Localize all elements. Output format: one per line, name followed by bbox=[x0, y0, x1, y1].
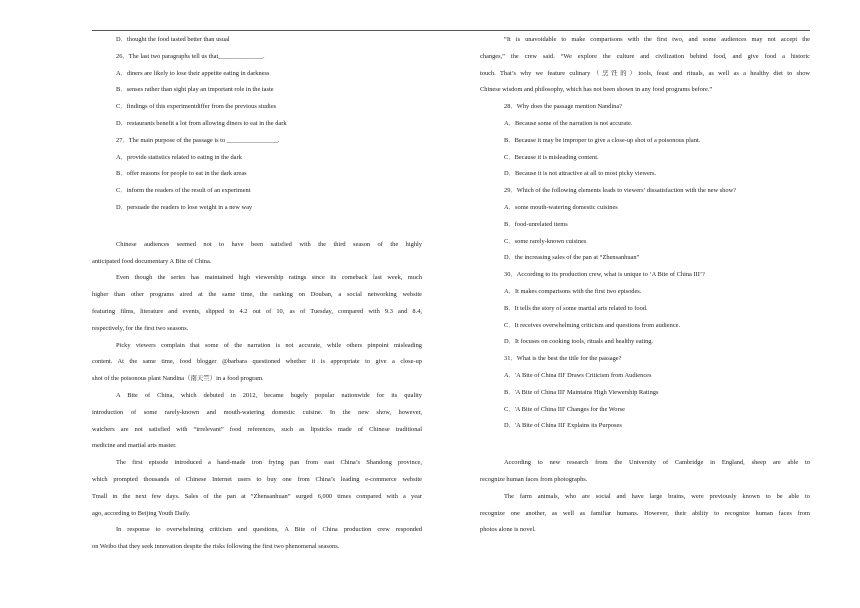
text-line: In response to overwhelming criticism and questions, A Bite of China production crew responded bbox=[116, 526, 422, 534]
text-line: D．It focuses on cooking tools, rituals and healthy eating. bbox=[504, 338, 654, 346]
text-line: C．inform the readers of the result of an experiment bbox=[116, 187, 251, 195]
text-line: A．some mouth-watering domestic cuisines bbox=[504, 203, 618, 211]
text-line: content. At the same time, food blogger @barbara questioned whether it is appropriate to give a close-up bbox=[92, 358, 422, 366]
text-line: changes,” the crew said. “We explore the culture and civilization behind food, and give food a historic bbox=[480, 52, 810, 60]
text-line: 28．Why does the passage mention Nandina? bbox=[504, 103, 623, 111]
paragraph-gap bbox=[92, 221, 422, 241]
text-line: D．Because it is not attractive at all to most picky viewers. bbox=[504, 170, 657, 178]
top-rule bbox=[92, 30, 810, 31]
text-line: Tmall in the next few days. Sales of the pan at “Zhensanhuan” surged 6,000 times compared with a year bbox=[92, 492, 422, 500]
text-line: Picky viewers complain that some of the narration is not accurate, while others pinpoint misleading bbox=[116, 341, 422, 349]
text-line: D．'A Bite of China III' Explains its Purposes bbox=[504, 422, 622, 430]
text-line: B．Because it may be improper to give a close-up shot of a poisonous plant. bbox=[504, 136, 701, 144]
text-line: 29．Which of the following elements leads to viewers’ dissatisfaction with the new show? bbox=[504, 187, 737, 195]
text-line: B．senses rather than sight play an important role in the taste bbox=[116, 86, 274, 94]
paragraph-gap bbox=[480, 439, 810, 459]
right-column bbox=[480, 36, 810, 543]
text-line: A．It makes comparisons with the first two episodes. bbox=[504, 287, 642, 295]
text-line: A Bite of China, which debuted in 2012, became hugely popular nationwide for its quality bbox=[116, 391, 422, 399]
text-line: higher than other programs aired at the same time, the ranking on Douban, a social networking website bbox=[92, 291, 422, 299]
text-line: 30．According to its production crew, what is unique to ‘A Bite of China III’? bbox=[504, 271, 705, 279]
text-line: anticipated food documentary A Bite of China. bbox=[92, 257, 212, 265]
text-line: A．provide statistics related to eating in the dark bbox=[116, 153, 242, 161]
text-line: B．offer reasons for people to eat in the dark areas bbox=[116, 170, 247, 178]
text-line: Even though the series has maintained high viewership ratings since its comeback last week, much bbox=[116, 274, 422, 282]
text-line: D．restaurants benefit a lot from allowing diners to eat in the dark bbox=[116, 119, 287, 127]
text-line: The first episode introduced a hand-made iron frying pan from east China’s Shandong province, bbox=[116, 459, 422, 467]
text-line: ago, according to Beijing Youth Daily. bbox=[92, 509, 191, 517]
text-line: 27．The main purpose of the passage is to ________________. bbox=[116, 136, 280, 144]
text-line: C．It receives overwhelming criticism and questions from audience. bbox=[504, 321, 681, 329]
text-line: touch. That’s why we feature culinary（烹饪的）tools, feast and rituals, as well as a healthy diet to show bbox=[480, 69, 810, 77]
text-line: medicine and martial arts master. bbox=[92, 442, 177, 450]
text-line: 31．What is the best the title for the passage? bbox=[504, 355, 622, 363]
text-line: 26．The last two paragraphs tell us that______________. bbox=[116, 52, 265, 60]
text-line: A．diners are likely to lose their appetite eating in darkness bbox=[116, 69, 270, 77]
text-line: “It is unavoidable to make comparisons with the first two, and some audiences may not accept the bbox=[504, 36, 810, 43]
text-line: D．the increasing sales of the pan at “Zhensanhuan” bbox=[504, 254, 640, 262]
text-line: featuring films, literature and events, slipped to 4.2 out of 10, as of Tuesday, compared with 9.3 and 8.4, bbox=[92, 307, 422, 315]
left-column bbox=[92, 36, 422, 560]
text-line: watchers are not satisfied with “irrelevant” food references, such as lipsticks made of Chinese traditional bbox=[92, 425, 422, 433]
text-line: B．'A Bite of China III' Maintains High Viewership Ratings bbox=[504, 388, 659, 396]
text-line: A．Because some of the narration is not accurate. bbox=[504, 119, 633, 127]
text-line: C．Because it is misleading content. bbox=[504, 153, 599, 161]
text-line: on Weibo that they seek innovation despite the risks following the first two phenomenal seasons. bbox=[92, 543, 340, 551]
text-line: C．findings of this experimentdiffer from the previous studies bbox=[116, 103, 277, 111]
text-line: introduction of some rarely-known and mouth-watering domestic cuisine. In the new show, however, bbox=[92, 408, 422, 416]
text-line: shot of the poisonous plant Nandina（南天竺）in a food program. bbox=[92, 375, 264, 383]
text-line: D．persuade the readers to lose weight in a new way bbox=[116, 203, 253, 211]
text-line: D．thought the food tasted better than usual bbox=[116, 36, 230, 43]
text-line: recognize human faces from photographs. bbox=[480, 475, 588, 483]
text-line: which prompted thousands of Chinese Internet users to buy one from China’s leading e-commerce website bbox=[92, 475, 422, 483]
text-line: A．'A Bite of China III' Draws Criticism from Audiences bbox=[504, 371, 652, 379]
text-line: B．It tells the story of some martial arts related to food. bbox=[504, 304, 648, 312]
text-line: C．'A Bite of China III' Changes for the Worse bbox=[504, 405, 625, 413]
text-line: B．food-unrelated items bbox=[504, 220, 568, 228]
text-line: According to new research from the University of Cambridge in England, sheep are able to bbox=[504, 459, 810, 467]
text-line: Chinese audiences seemed not to have been satisfied with the third season of the highly bbox=[116, 240, 422, 248]
text-line: Chinese wisdom and philosophy, which has not been shown in any food programs before.” bbox=[480, 86, 713, 94]
text-line: recognize one another, as well as familiar humans. However, their ability to recognize human faces from bbox=[480, 509, 810, 517]
text-line: The farm animals, who are social and have large brains, were previously known to be able to bbox=[504, 492, 810, 500]
text-line: respectively, for the first two seasons. bbox=[92, 324, 189, 332]
text-line: C．some rarely-known cuisines bbox=[504, 237, 587, 245]
text-line: photos alone is novel. bbox=[480, 526, 536, 534]
